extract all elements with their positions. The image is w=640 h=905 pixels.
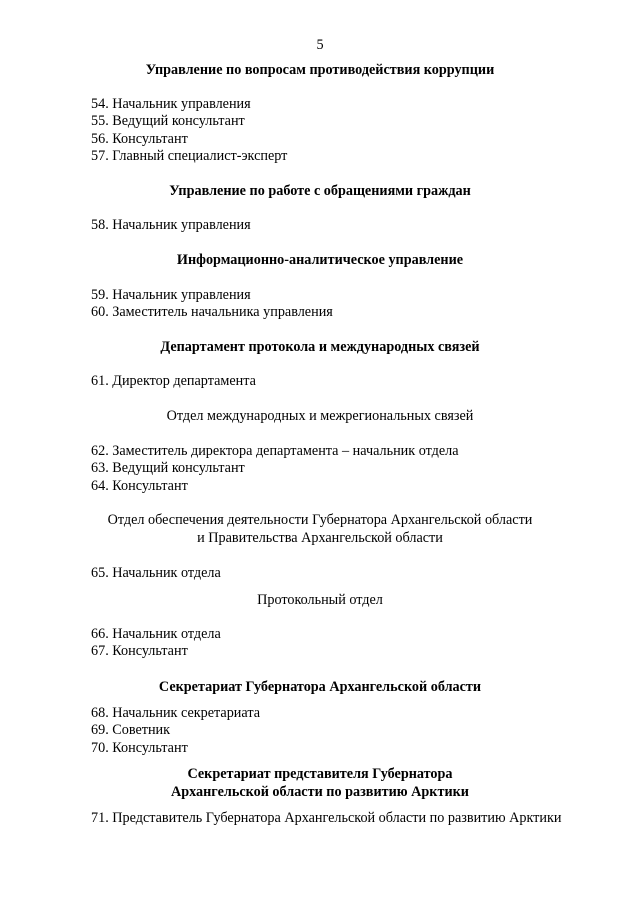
list-item: 57. Главный специалист-эксперт bbox=[91, 148, 288, 165]
subsection-heading-governor-support-line1: Отдел обеспечения деятельности Губернатора Архангельской области bbox=[107, 512, 533, 528]
section-heading-anticorruption: Управление по вопросам противодействия коррупции bbox=[145, 62, 495, 78]
section-heading-info-analytics: Информационно-аналитическое управление bbox=[176, 252, 464, 268]
list-item: 64. Консультант bbox=[91, 477, 188, 494]
list-info-analytics bbox=[91, 287, 621, 322]
list-item: 59. Начальник управления bbox=[91, 287, 251, 303]
list-item: 58. Начальник управления bbox=[91, 217, 251, 233]
list-item: 55. Ведущий консультант bbox=[91, 113, 245, 130]
page-number: 5 bbox=[316, 37, 324, 53]
list-item: 67. Консультант bbox=[91, 643, 188, 660]
list-item: 68. Начальник секретариата bbox=[91, 705, 260, 721]
section-heading-arctic-secretariat-line1: Секретариат представителя Губернатора bbox=[187, 766, 453, 782]
list-protocol-dept bbox=[91, 373, 621, 390]
list-citizens-appeals bbox=[91, 217, 621, 234]
list-item: 61. Директор департамента bbox=[91, 373, 256, 389]
section-heading-governor-secretariat: Секретариат Губернатора Архангельской области bbox=[158, 679, 482, 695]
list-item: 71. Представитель Губернатора Архангельской области по развитию Арктики bbox=[91, 810, 562, 826]
subsection-heading-governor-support-line2: и Правительства Архангельской области bbox=[197, 530, 443, 546]
list-item: 54. Начальник управления bbox=[91, 96, 251, 112]
list-item: 65. Начальник отдела bbox=[91, 565, 221, 581]
list-arctic-secretariat bbox=[91, 810, 621, 827]
section-heading-protocol-dept: Департамент протокола и международных связей bbox=[160, 339, 480, 355]
list-intl-relations bbox=[91, 443, 621, 495]
list-item: 62. Заместитель директора департамента – начальник отдела bbox=[91, 443, 459, 459]
list-governor-support bbox=[91, 565, 621, 582]
list-item: 56. Консультант bbox=[91, 130, 188, 147]
list-item: 63. Ведущий консультант bbox=[91, 460, 245, 477]
section-heading-citizens-appeals: Управление по работе с обращениями граждан bbox=[169, 183, 471, 199]
subsection-heading-intl-relations: Отдел международных и межрегиональных связей bbox=[166, 408, 474, 424]
list-governor-secretariat bbox=[91, 705, 621, 757]
list-anticorruption bbox=[91, 96, 621, 166]
section-heading-arctic-secretariat-line2: Архангельской области по развитию Арктики bbox=[171, 784, 469, 800]
subsection-heading-protocol-office: Протокольный отдел bbox=[257, 592, 383, 608]
list-item: 60. Заместитель начальника управления bbox=[91, 304, 333, 321]
list-item: 69. Советник bbox=[91, 722, 171, 739]
list-item: 70. Консультант bbox=[91, 739, 188, 756]
list-item: 66. Начальник отдела bbox=[91, 626, 221, 642]
list-protocol-office bbox=[91, 626, 621, 661]
